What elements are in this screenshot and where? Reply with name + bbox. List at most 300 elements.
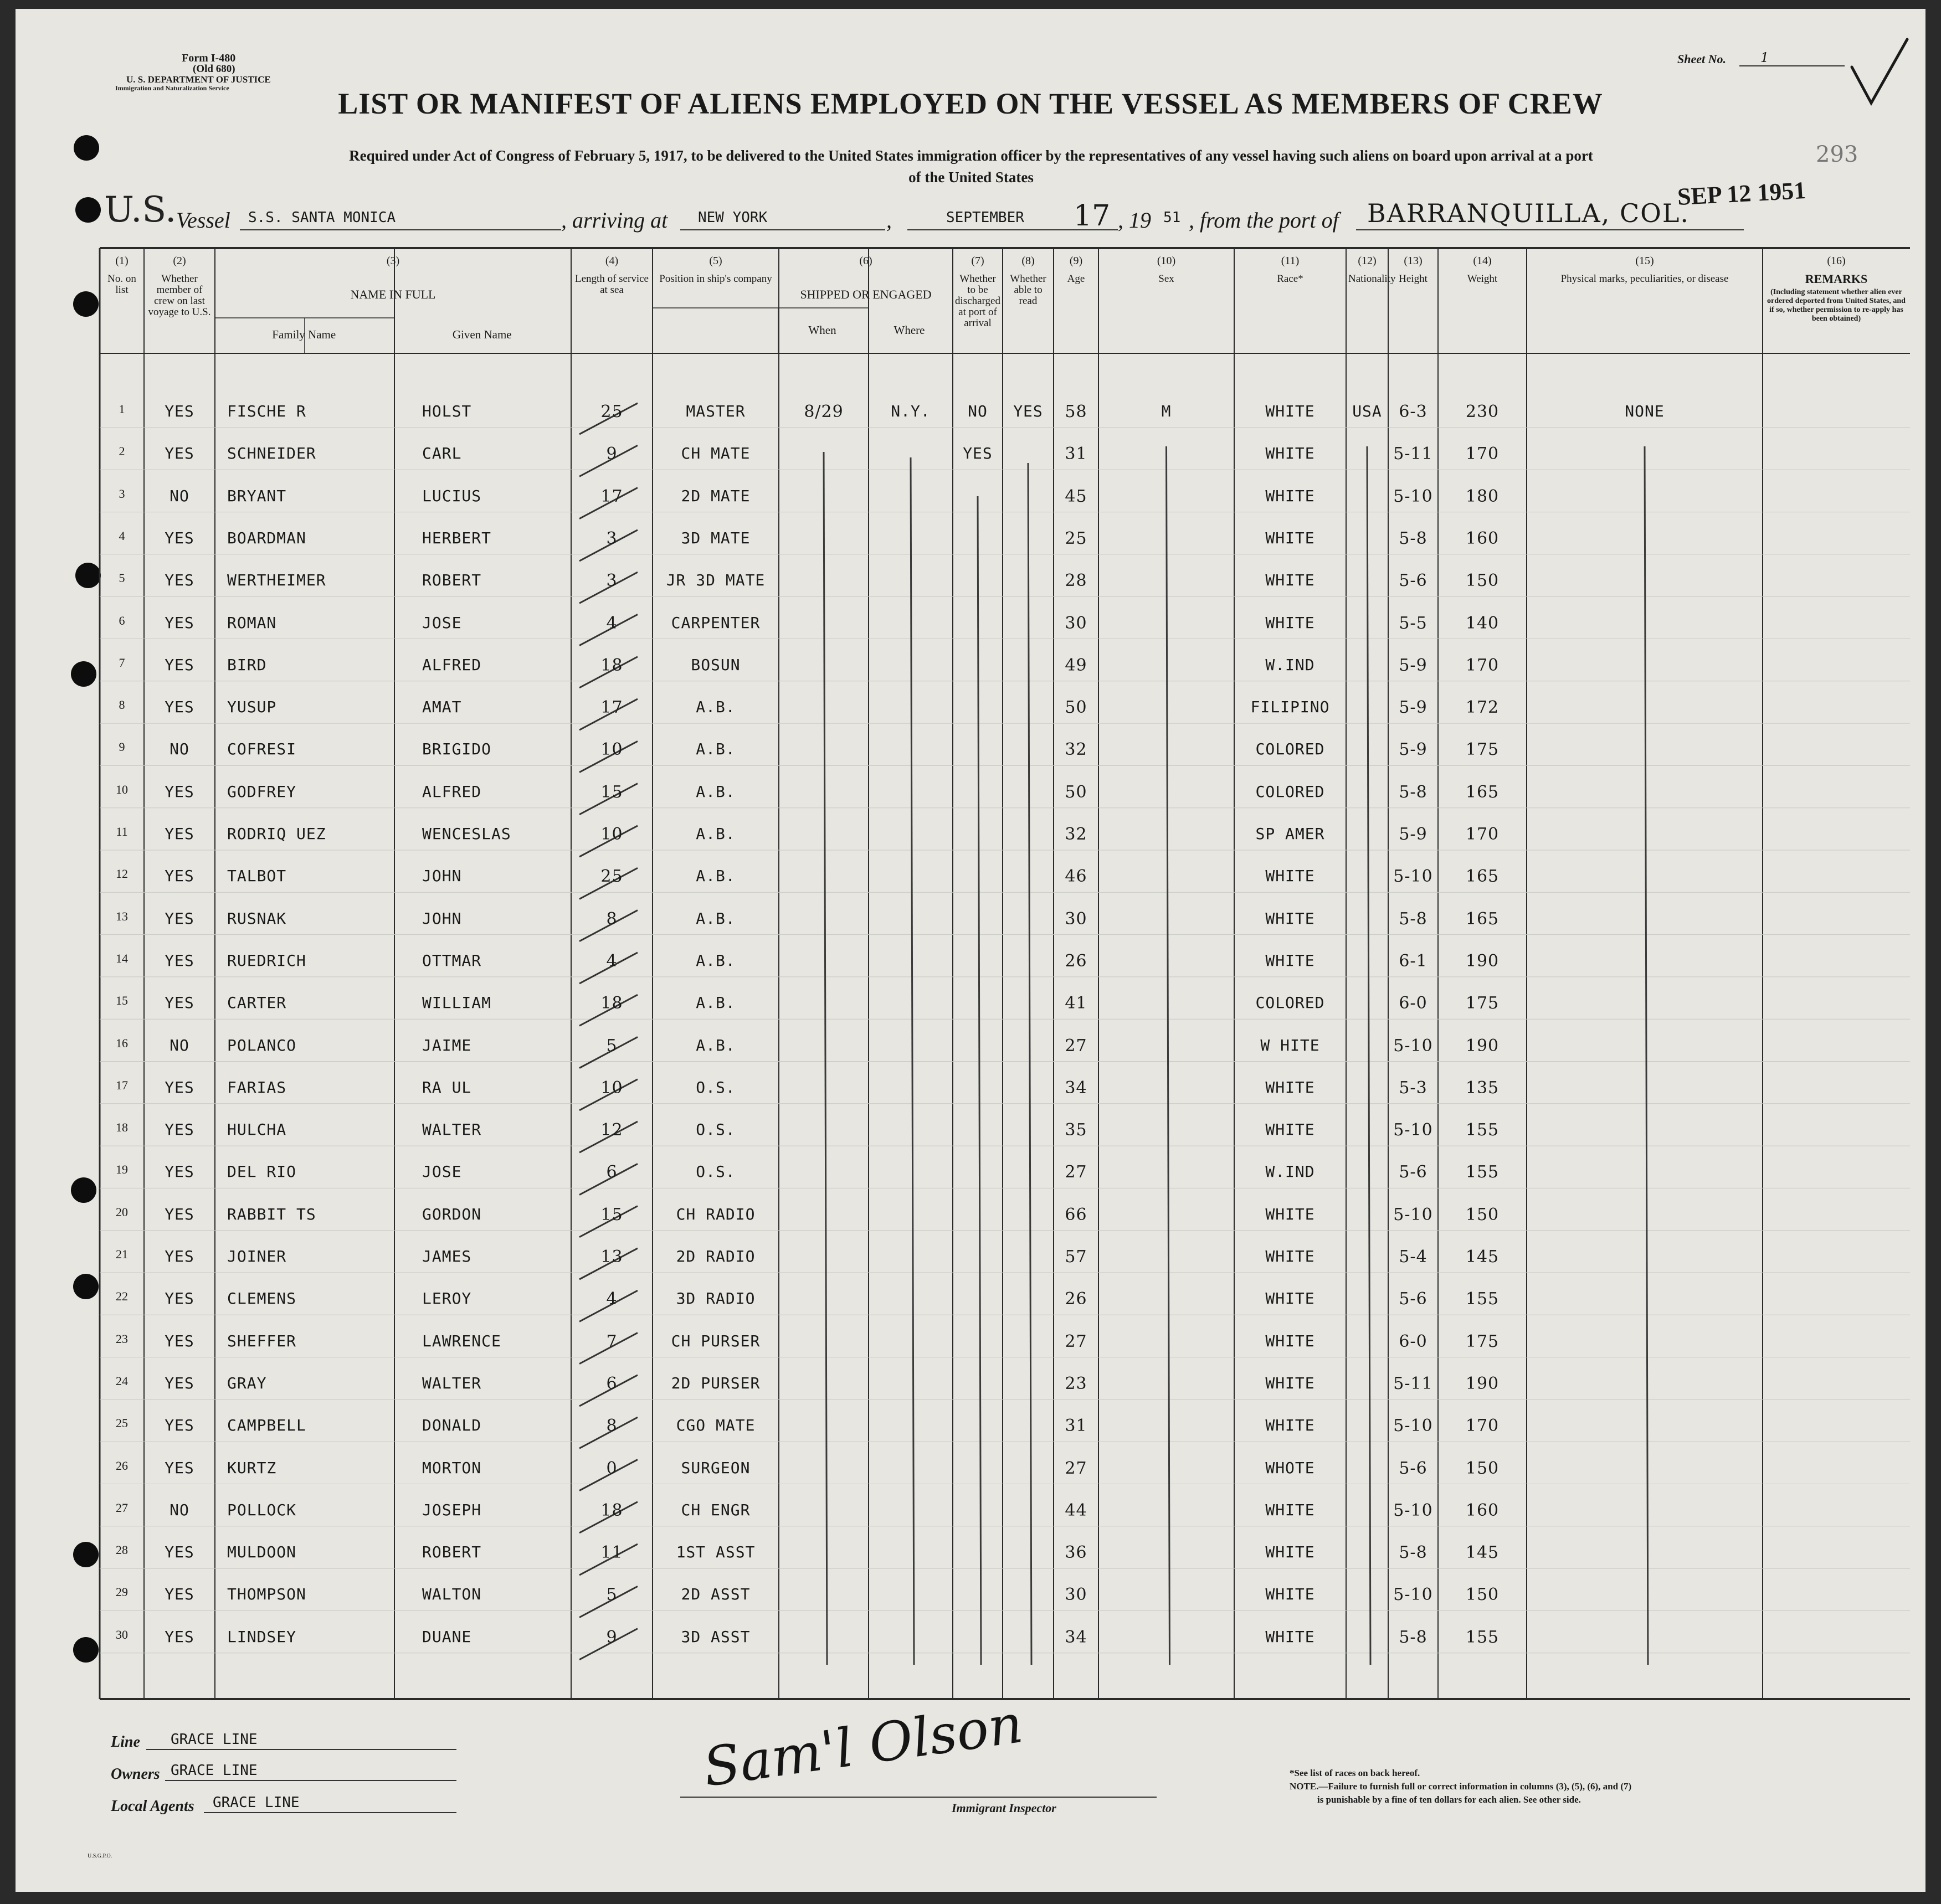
cell-family: KURTZ [227, 1458, 277, 1477]
cell-given: JAMES [422, 1247, 472, 1265]
cell-when: 8/29 [804, 402, 844, 421]
column-number: (16) [1827, 255, 1846, 267]
cell-no: 10 [116, 782, 128, 796]
cell-race: WHITE [1265, 486, 1315, 505]
cell-height: 5-10 [1393, 867, 1433, 887]
cell-height: 6-1 [1399, 951, 1427, 971]
cell-weight: 165 [1465, 867, 1500, 887]
cell-no: 4 [119, 528, 125, 543]
column-number: (5) [709, 255, 722, 267]
agents-label: Local Agents [111, 1798, 194, 1815]
cell-given: JOHN [422, 909, 462, 928]
cell-service: 13 [600, 1247, 623, 1267]
cell-marks: NONE [1625, 402, 1665, 420]
cell-weight: 190 [1465, 951, 1500, 971]
cell-family: GODFREY [227, 782, 297, 801]
cell-weight: 160 [1465, 1500, 1500, 1520]
cell-family: COFRESI [227, 740, 297, 759]
cell-age: 49 [1065, 655, 1087, 675]
cell-position: A.B. [696, 951, 736, 970]
cell-prev: YES [165, 1162, 194, 1181]
cell-position: CH RADIO [676, 1205, 756, 1223]
cell-race: WHITE [1265, 1247, 1315, 1265]
cell-race: WHITE [1265, 1205, 1315, 1223]
cell-prev: YES [165, 655, 194, 674]
cell-service: 10 [600, 1078, 623, 1098]
cell-service: 10 [600, 825, 623, 844]
cell-service: 3 [606, 571, 618, 591]
cell-prev: YES [165, 782, 194, 801]
cell-no: 28 [116, 1543, 128, 1557]
cell-service: 25 [600, 867, 623, 887]
footnote: *See list of races on back hereof. [1290, 1768, 1420, 1778]
cell-family: FARIAS [227, 1078, 287, 1097]
cell-weight: 170 [1465, 1416, 1500, 1436]
cell-age: 34 [1065, 1078, 1087, 1098]
column-number: (6) [859, 255, 872, 267]
cell-height: 5-6 [1399, 1289, 1427, 1309]
cell-race: WHITE [1265, 444, 1315, 463]
cell-family: JOINER [227, 1247, 287, 1265]
from-label: , from the port of [1189, 208, 1339, 233]
cell-prev: YES [165, 1543, 194, 1562]
cell-given: CARL [422, 444, 462, 463]
cell-service: 17 [600, 698, 623, 718]
cell-no: 16 [116, 1036, 128, 1050]
sheet-label: Sheet No. [1677, 52, 1726, 66]
cell-age: 27 [1065, 1036, 1087, 1056]
cell-position: A.B. [696, 698, 736, 717]
cell-age: 30 [1065, 613, 1087, 633]
column-number: (4) [605, 255, 619, 267]
column-header-label: Position in ship's company [659, 273, 772, 285]
cell-race: WHITE [1265, 402, 1315, 420]
cell-no: 29 [116, 1585, 128, 1599]
cell-service: 8 [606, 1416, 618, 1436]
cell-height: 5-10 [1393, 1585, 1433, 1605]
cell-weight: 175 [1465, 1331, 1500, 1351]
cell-family: DEL RIO [227, 1162, 297, 1181]
cell-race: WHITE [1265, 867, 1315, 886]
cell-prev: YES [165, 1416, 194, 1435]
cell-no: 3 [119, 486, 125, 501]
agents-underline [204, 1812, 456, 1813]
cell-age: 58 [1065, 402, 1087, 421]
cell-prev: YES [165, 1205, 194, 1223]
cell-position: A.B. [696, 909, 736, 928]
cell-position: A.B. [696, 825, 736, 843]
cell-weight: 170 [1465, 655, 1500, 675]
cell-height: 5-6 [1399, 571, 1427, 591]
cell-position: CARPENTER [671, 613, 761, 632]
cell-position: MASTER [686, 402, 746, 420]
cell-race: FILIPINO [1250, 698, 1330, 717]
line-underline [146, 1749, 456, 1750]
cell-weight: 175 [1465, 740, 1500, 760]
inspector-label: Immigrant Inspector [952, 1801, 1056, 1815]
cell-prev: YES [165, 528, 194, 547]
cell-weight: 190 [1465, 1036, 1500, 1056]
cell-family: POLANCO [227, 1036, 297, 1054]
cell-position: SURGEON [681, 1458, 751, 1477]
column-header-label: SHIPPED OR ENGAGED [800, 287, 932, 301]
cell-service: 4 [606, 1289, 618, 1309]
cell-race: WHOTE [1265, 1458, 1315, 1477]
cell-position: 2D MATE [681, 486, 751, 505]
cell-weight: 155 [1465, 1627, 1500, 1647]
cell-no: 18 [116, 1120, 128, 1135]
cell-height: 5-10 [1393, 1036, 1433, 1056]
column-number: (10) [1157, 255, 1176, 267]
cell-height: 5-6 [1399, 1458, 1427, 1478]
ditto-stroke [978, 496, 981, 1665]
column-number: (14) [1473, 255, 1492, 267]
cell-race: WHITE [1265, 1416, 1315, 1435]
cell-position: 3D MATE [681, 528, 751, 547]
cell-race: WHITE [1265, 1120, 1315, 1139]
page-stamp-number: 293 [1816, 142, 1858, 167]
vessel-label: Vessel [176, 208, 230, 233]
column-number: (15) [1635, 255, 1654, 267]
cell-nationality: USA [1352, 402, 1382, 420]
cell-prev: YES [165, 613, 194, 632]
cell-prev: YES [165, 1331, 194, 1350]
cell-prev: YES [165, 825, 194, 843]
cell-no: 27 [116, 1500, 128, 1515]
cell-prev: YES [165, 909, 194, 928]
cell-race: COLORED [1255, 740, 1325, 759]
cell-age: 57 [1065, 1247, 1087, 1267]
cell-position: CH PURSER [671, 1331, 761, 1350]
cell-race: WHITE [1265, 1585, 1315, 1604]
cell-weight: 145 [1465, 1247, 1500, 1267]
cell-no: 7 [119, 655, 125, 670]
cell-position: A.B. [696, 782, 736, 801]
cell-race: SP AMER [1255, 825, 1325, 843]
cell-weight: 170 [1465, 825, 1500, 844]
cell-weight: 150 [1465, 571, 1500, 591]
column-header-label: Sex [1158, 273, 1174, 285]
cell-service: 18 [600, 994, 623, 1013]
cell-no: 12 [116, 867, 128, 881]
column-header-label: Nationality [1348, 273, 1396, 285]
cell-race: W.IND [1265, 655, 1315, 674]
column-subheader: When [808, 323, 836, 337]
cell-race: WHITE [1265, 528, 1315, 547]
cell-race: WHITE [1265, 1078, 1315, 1097]
column-header-label: Whether member of crew on last voyage to U.S. [148, 273, 211, 318]
column-header-label: Race* [1277, 273, 1303, 285]
column-header-note: (Including statement whether alien ever ordered deported from United States, and if so, whether permission to re-apply has been obtained) [1767, 288, 1906, 323]
cell-prev: YES [165, 1120, 194, 1139]
cell-no: 1 [119, 402, 125, 416]
cell-position: CGO MATE [676, 1416, 756, 1435]
cell-given: LEROY [422, 1289, 472, 1308]
cell-no: 13 [116, 909, 128, 923]
ditto-stroke [1167, 446, 1170, 1665]
ditto-stroke [1645, 446, 1648, 1665]
cell-height: 6-3 [1399, 402, 1427, 421]
line-label: Line [111, 1733, 140, 1751]
cell-service: 15 [600, 1205, 623, 1224]
inspector-signature: Sam'l Olson [700, 1692, 1026, 1799]
cell-height: 5-9 [1399, 825, 1427, 844]
cell-family: BRYANT [227, 486, 287, 505]
cell-service: 5 [606, 1036, 618, 1056]
cell-age: 27 [1065, 1162, 1087, 1182]
cell-no: 20 [116, 1205, 128, 1219]
cell-weight: 150 [1465, 1458, 1500, 1478]
cell-position: A.B. [696, 867, 736, 886]
cell-age: 26 [1065, 1289, 1087, 1309]
cell-race: COLORED [1255, 782, 1325, 801]
cell-age: 66 [1065, 1205, 1087, 1224]
cell-height: 5-10 [1393, 1416, 1433, 1436]
cell-age: 32 [1065, 740, 1087, 760]
cell-family: FISCHE R [227, 402, 306, 420]
cell-service: 8 [606, 909, 618, 929]
cell-age: 27 [1065, 1458, 1087, 1478]
owners-label: Owners [111, 1766, 160, 1783]
cell-given: JOSE [422, 613, 462, 632]
agents-value: GRACE LINE [213, 1794, 300, 1811]
column-number: (8) [1021, 255, 1035, 267]
cell-weight: 150 [1465, 1205, 1500, 1224]
penalty-note-2: is punishable by a fine of ten dollars for each alien. See other side. [1317, 1794, 1581, 1805]
cell-family: CLEMENS [227, 1289, 297, 1308]
cell-position: 3D RADIO [676, 1289, 756, 1308]
department-label: U. S. DEPARTMENT OF JUSTICE [126, 74, 271, 85]
cell-position: A.B. [696, 740, 736, 759]
cell-given: OTTMAR [422, 951, 482, 970]
cell-family: THOMPSON [227, 1585, 306, 1604]
cell-service: 25 [600, 402, 623, 421]
cell-height: 5-8 [1399, 909, 1427, 929]
cell-family: CARTER [227, 994, 287, 1012]
column-number: (11) [1281, 255, 1300, 267]
cell-service: 0 [606, 1458, 618, 1478]
cell-age: 25 [1065, 528, 1087, 548]
cell-service: 18 [600, 1500, 623, 1520]
column-subheader: Given Name [452, 328, 512, 341]
cell-no: 17 [116, 1078, 128, 1092]
cell-weight: 155 [1465, 1120, 1500, 1140]
cell-family: GRAY [227, 1373, 267, 1392]
cell-weight: 140 [1465, 613, 1500, 633]
cell-given: JOHN [422, 867, 462, 886]
cell-no: 25 [116, 1416, 128, 1430]
column-number: (3) [386, 255, 400, 267]
cell-height: 5-8 [1399, 1543, 1427, 1563]
cell-family: SCHNEIDER [227, 444, 316, 463]
cell-height: 5-9 [1399, 740, 1427, 760]
cell-weight: 172 [1465, 698, 1500, 718]
cell-given: JOSE [422, 1162, 462, 1181]
column-header-label: Age [1067, 273, 1085, 285]
cell-prev: NO [170, 486, 189, 505]
cell-age: 44 [1065, 1500, 1087, 1520]
cell-given: GORDON [422, 1205, 482, 1223]
cell-weight: 190 [1465, 1373, 1500, 1393]
owners-underline [165, 1780, 456, 1781]
cell-no: 5 [119, 571, 125, 585]
cell-race: WHITE [1265, 571, 1315, 590]
column-header-label: Height [1399, 273, 1427, 285]
page-title: LIST OR MANIFEST OF ALIENS EMPLOYED ON THE VESSEL AS MEMBERS OF CREW [338, 87, 1603, 120]
cell-race: WHITE [1265, 613, 1315, 632]
cell-age: 41 [1065, 994, 1087, 1013]
cell-age: 36 [1065, 1543, 1087, 1563]
column-header-label: No. on list [107, 273, 136, 296]
column-header-label: Whether able to read [1010, 273, 1046, 307]
comma: , [886, 208, 892, 233]
cell-height: 6-0 [1399, 994, 1427, 1013]
cell-given: ROBERT [422, 1543, 482, 1562]
cell-weight: 155 [1465, 1162, 1500, 1182]
column-number: (2) [173, 255, 186, 267]
cell-height: 6-0 [1399, 1331, 1427, 1351]
cell-given: DONALD [422, 1416, 482, 1435]
cell-service: 12 [600, 1120, 623, 1140]
cell-given: ROBERT [422, 571, 482, 590]
cell-race: WHITE [1265, 909, 1315, 928]
cell-where: N.Y. [891, 402, 931, 420]
cell-position: 3D ASST [681, 1627, 751, 1646]
cell-age: 34 [1065, 1627, 1087, 1647]
cell-age: 26 [1065, 951, 1087, 971]
us-annotation: U.S. [104, 189, 177, 230]
signature-line [680, 1797, 1157, 1798]
cell-height: 5-8 [1399, 528, 1427, 548]
cell-given: WENCESLAS [422, 825, 511, 843]
ditto-stroke [824, 452, 827, 1665]
cell-given: BRIGIDO [422, 740, 492, 759]
cell-given: DUANE [422, 1627, 472, 1646]
cell-given: MORTON [422, 1458, 482, 1477]
subtitle: Required under Act of Congress of February 5, 1917, to be delivered to the United States immigration officer by the representatives of any vessel having such aliens on board upon arrival at a port of the United States [349, 147, 1593, 186]
cell-no: 6 [119, 613, 125, 627]
cell-given: WILLIAM [422, 994, 492, 1012]
cell-given: JOSEPH [422, 1500, 482, 1519]
cell-no: 23 [116, 1331, 128, 1346]
cell-position: CH ENGR [681, 1500, 751, 1519]
column-number: (12) [1358, 255, 1377, 267]
cell-given: ALFRED [422, 782, 482, 801]
cell-race: COLORED [1255, 994, 1325, 1012]
cell-no: 26 [116, 1458, 128, 1473]
cell-service: 18 [600, 655, 623, 675]
cell-service: 7 [606, 1331, 618, 1351]
cell-height: 5-9 [1399, 655, 1427, 675]
cell-family: RUEDRICH [227, 951, 306, 970]
cell-prev: NO [170, 1036, 189, 1054]
column-subheader: Family Name [272, 328, 336, 341]
cell-age: 23 [1065, 1373, 1087, 1393]
arrival-port: NEW YORK [698, 209, 768, 226]
cell-age: 31 [1065, 1416, 1087, 1436]
cell-height: 5-10 [1393, 1500, 1433, 1520]
cell-discharged: NO [968, 402, 988, 420]
cell-weight: 165 [1465, 909, 1500, 929]
cell-service: 11 [600, 1543, 623, 1563]
cell-age: 50 [1065, 698, 1087, 718]
service-label: Immigration and Naturalization Service [115, 84, 229, 92]
cell-family: RABBIT TS [227, 1205, 316, 1223]
cell-given: WALTER [422, 1120, 482, 1139]
cell-position: 2D RADIO [676, 1247, 756, 1265]
cell-race: WHITE [1265, 1289, 1315, 1308]
cell-service: 4 [606, 951, 618, 971]
cell-height: 5-6 [1399, 1162, 1427, 1182]
cell-age: 30 [1065, 909, 1087, 929]
cell-family: LINDSEY [227, 1627, 297, 1646]
cell-prev: YES [165, 1373, 194, 1392]
cell-race: WHITE [1265, 1543, 1315, 1562]
cell-no: 9 [119, 740, 125, 754]
cell-no: 19 [116, 1162, 128, 1177]
arrival-month: SEPTEMBER [946, 209, 1024, 226]
cell-prev: YES [165, 1627, 194, 1646]
cell-race: WHITE [1265, 951, 1315, 970]
cell-position: 2D PURSER [671, 1373, 761, 1392]
cell-race: WHITE [1265, 1331, 1315, 1350]
cell-no: 22 [116, 1289, 128, 1304]
cell-given: WALTON [422, 1585, 482, 1604]
cell-given: WALTER [422, 1373, 482, 1392]
cell-service: 6 [606, 1373, 618, 1393]
cell-prev: YES [165, 1585, 194, 1604]
cell-prev: YES [165, 1289, 194, 1308]
cell-service: 9 [606, 1627, 618, 1647]
cell-given: RA UL [422, 1078, 472, 1097]
cell-given: HOLST [422, 402, 472, 420]
cell-height: 5-10 [1393, 1120, 1433, 1140]
column-subheader: Where [894, 323, 925, 337]
printer-mark: U.S.G.P.O. [88, 1853, 112, 1859]
cell-no: 15 [116, 994, 128, 1008]
cell-no: 21 [116, 1247, 128, 1261]
cell-prev: NO [170, 740, 189, 759]
cell-service: 3 [606, 528, 618, 548]
cell-weight: 150 [1465, 1585, 1500, 1605]
cell-weight: 145 [1465, 1543, 1500, 1563]
column-number: (7) [971, 255, 984, 267]
column-number: (9) [1069, 255, 1083, 267]
cell-family: WERTHEIMER [227, 571, 326, 590]
cell-no: 14 [116, 951, 128, 965]
cell-weight: 175 [1465, 994, 1500, 1013]
cell-height: 5-3 [1399, 1078, 1427, 1098]
column-header-label: Weight [1467, 273, 1498, 285]
cell-age: 30 [1065, 1585, 1087, 1605]
cell-age: 50 [1065, 782, 1087, 802]
cell-service: 17 [600, 486, 623, 506]
ditto-stroke [1367, 446, 1370, 1665]
cell-service: 4 [606, 613, 618, 633]
cell-height: 5-4 [1399, 1247, 1427, 1267]
cell-age: 31 [1065, 444, 1087, 464]
cell-prev: YES [165, 994, 194, 1012]
cell-family: BOARDMAN [227, 528, 306, 547]
cell-no: 24 [116, 1373, 128, 1388]
form-old-number: (Old 680) [193, 63, 235, 75]
cell-age: 27 [1065, 1331, 1087, 1351]
cell-given: HERBERT [422, 528, 492, 547]
cell-race: WHITE [1265, 1373, 1315, 1392]
column-number: (1) [115, 255, 129, 267]
cell-given: ALFRED [422, 655, 482, 674]
manifest-sheet [16, 9, 1925, 1892]
